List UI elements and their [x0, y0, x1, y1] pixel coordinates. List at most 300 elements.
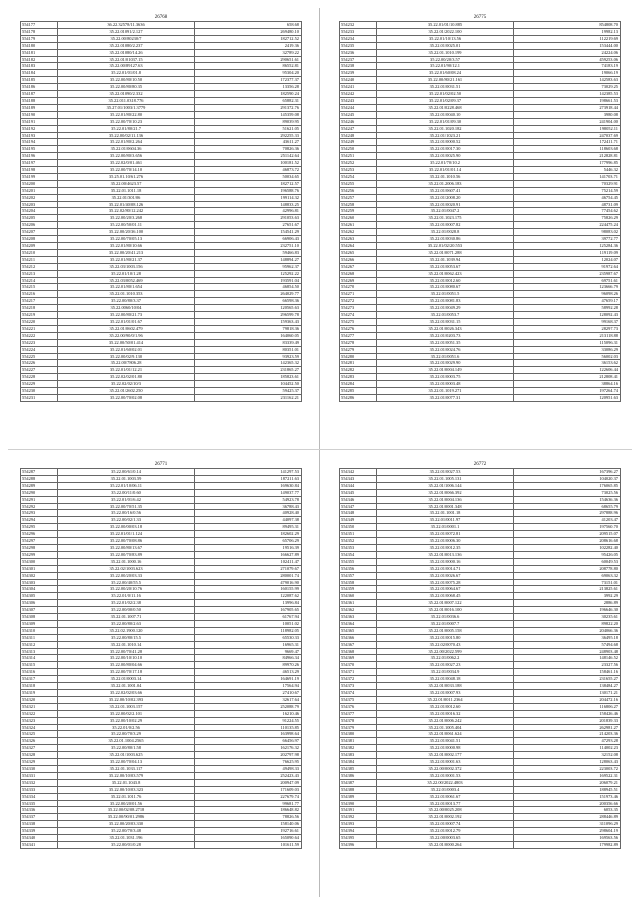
row-amount-cell: 142583.63 — [514, 77, 621, 84]
row-id-cell: 554280 — [340, 353, 377, 360]
row-amount-cell: 118982.05 — [195, 627, 302, 634]
row-id-cell: 554292 — [21, 503, 58, 510]
row-id-cell: 554238 — [340, 63, 377, 70]
table-row — [340, 696, 621, 703]
row-id-cell: 554209 — [21, 243, 58, 250]
row-amount-cell: 89822.20 — [514, 620, 621, 627]
row-id-cell: 554195 — [21, 146, 58, 153]
row-id-cell: 554216 — [21, 291, 58, 298]
table-row — [21, 793, 302, 800]
row-code-cell: 35.22.01.1010.353 — [58, 291, 195, 298]
row-amount-cell: 197264.74 — [514, 388, 621, 395]
row-amount-cell: 66906.43 — [195, 236, 302, 243]
table-row — [340, 360, 621, 367]
row-code-cell: 35.22.01/0000.52 — [377, 139, 514, 146]
row-id-cell: 554333 — [21, 786, 58, 793]
table-row — [21, 544, 302, 551]
table-row — [21, 97, 302, 104]
table-row — [340, 201, 621, 208]
row-code-cell: 35.22.00/80/04.66 — [58, 662, 195, 669]
table-row — [21, 531, 302, 538]
row-id-cell: 554340 — [21, 835, 58, 842]
row-id-cell: 554234 — [340, 35, 377, 42]
table-row — [21, 236, 302, 243]
row-id-cell: 554369 — [340, 655, 377, 662]
row-id-cell: 554314 — [21, 655, 58, 662]
row-amount-cell: 89495.31 — [195, 524, 302, 531]
row-code-cell: 35.22.01/0031.15 — [377, 318, 514, 325]
table-row — [21, 669, 302, 676]
table-row — [21, 305, 302, 312]
table-row — [21, 620, 302, 627]
row-amount-cell: 158426.46 — [514, 710, 621, 717]
row-amount-cell: 288446.89 — [514, 814, 621, 821]
row-id-cell: 554235 — [340, 42, 377, 49]
row-id-cell: 554268 — [340, 270, 377, 277]
table-row — [340, 641, 621, 648]
row-amount-cell: 32789.22 — [195, 49, 302, 56]
table-row — [340, 139, 621, 146]
table-row — [21, 167, 302, 174]
row-amount-cell: 212828.81 — [514, 153, 621, 160]
row-amount-cell: 32152.08 — [514, 752, 621, 759]
table-row — [21, 381, 302, 388]
table-row — [21, 180, 302, 187]
row-amount-cell: 241904.00 — [514, 118, 621, 125]
row-amount-cell: 247037.69 — [514, 132, 621, 139]
table-row — [340, 482, 621, 489]
table-row — [21, 786, 302, 793]
table-row — [340, 835, 621, 842]
row-amount-cell: 167905.65 — [195, 607, 302, 614]
table-row — [340, 786, 621, 793]
row-code-cell: 35.22.00/80/21.73 — [58, 312, 195, 319]
row-id-cell: 554265 — [340, 249, 377, 256]
table-row — [21, 655, 302, 662]
row-id-cell: 554190 — [21, 111, 58, 118]
row-code-cell: 35.22.01/0026.343 — [377, 325, 514, 332]
table-row — [340, 374, 621, 381]
row-id-cell: 554350 — [340, 524, 377, 531]
row-amount-cell: 269480.10 — [195, 28, 302, 35]
row-id-cell: 554365 — [340, 627, 377, 634]
table-row — [340, 496, 621, 503]
row-code-cell: 35.22.00/02/11.136 — [58, 132, 195, 139]
row-code-cell: 35.22.00/16/0.56 — [58, 510, 195, 517]
row-amount-cell: 40928.40 — [195, 510, 302, 517]
row-code-cell: 35.22.01.1007.71 — [58, 614, 195, 621]
row-amount-cell: 41203.47 — [514, 517, 621, 524]
row-code-cell: 35.22.00/20/3.268 — [58, 215, 195, 222]
row-id-cell: 554262 — [340, 229, 377, 236]
row-code-cell: 35.22.01/0013.77 — [377, 800, 514, 807]
table-row — [340, 779, 621, 786]
table-row — [340, 710, 621, 717]
row-code-cell: 35.22.01/10/13.56 — [377, 35, 514, 42]
table-row — [340, 469, 621, 476]
row-id-cell: 554246 — [340, 118, 377, 125]
table-row — [21, 153, 302, 160]
row-amount-cell: 80351.01 — [195, 346, 302, 353]
table-row — [340, 318, 621, 325]
row-amount-cell: 116806.27 — [514, 703, 621, 710]
row-amount-cell: 291372.76 — [195, 104, 302, 111]
row-code-cell: 35.22.01/0036.6 — [377, 614, 514, 621]
table-row — [340, 104, 621, 111]
row-code-cell: 35.22.00/90/01.2986 — [58, 814, 195, 821]
row-amount-cell: 252088.79 — [195, 703, 302, 710]
row-id-cell: 554276 — [340, 325, 377, 332]
row-id-cell: 554368 — [340, 648, 377, 655]
row-code-cell: 35.22.00/80/15.5 — [58, 634, 195, 641]
row-id-cell: 554396 — [340, 841, 377, 848]
table-row — [21, 139, 302, 146]
row-amount-cell: 148833.25 — [195, 201, 302, 208]
row-id-cell: 554275 — [340, 318, 377, 325]
row-amount-cell: 204472.16 — [514, 696, 621, 703]
row-id-cell: 554230 — [21, 388, 58, 395]
row-id-cell: 554241 — [340, 84, 377, 91]
row-code-cell: 35.22.01/0047.2 — [377, 208, 514, 215]
row-amount-cell: 16965.31 — [195, 641, 302, 648]
row-amount-cell: 159363.43 — [195, 318, 302, 325]
row-amount-cell: 148146.52 — [514, 655, 621, 662]
row-code-cell: 35.22.00/80/3.656 — [58, 153, 195, 160]
table-row — [340, 146, 621, 153]
row-id-cell: 554254 — [340, 173, 377, 180]
row-code-cell: 35.22.01/0006.30 — [377, 538, 514, 545]
row-code-cell: 35.22.01090/2.332 — [58, 91, 195, 98]
row-amount-cell: 115096.31 — [514, 339, 621, 346]
table-row — [340, 807, 621, 814]
table-row — [340, 97, 621, 104]
row-code-cell: 35.22.00/80/13.67 — [58, 544, 195, 551]
row-id-cell: 554372 — [340, 676, 377, 683]
table-row — [340, 600, 621, 607]
row-code-cell: 35.22.01/0607.41 — [377, 187, 514, 194]
row-amount-cell: 54923.78 — [195, 496, 302, 503]
row-id-cell: 554257 — [340, 194, 377, 201]
table-row — [340, 586, 621, 593]
row-code-cell: 35.22.01/0033.188 — [377, 683, 514, 690]
table-row — [340, 800, 621, 807]
row-id-cell: 554226 — [21, 360, 58, 367]
table-row — [340, 394, 621, 401]
table-row — [21, 70, 302, 77]
row-amount-cell: 154541.29 — [195, 229, 302, 236]
row-id-cell: 554316 — [21, 669, 58, 676]
row-amount-cell: 59466.83 — [195, 249, 302, 256]
row-id-cell: 554229 — [21, 381, 58, 388]
row-code-cell: 35.22.01/2008.20 — [377, 194, 514, 201]
row-amount-cell: 114002.23 — [514, 745, 621, 752]
row-code-cell: 35.22.01.1004.2565 — [58, 738, 195, 745]
table-row — [340, 828, 621, 835]
row-amount-cell: 10051.02 — [195, 620, 302, 627]
table-row — [21, 524, 302, 531]
row-code-cell: 35.22.01/0007.93 — [377, 690, 514, 697]
table-row — [21, 772, 302, 779]
row-id-cell: 554228 — [21, 374, 58, 381]
row-code-cell: 35.22.01/90/12.1 — [377, 63, 514, 70]
row-amount-cell: 296599.78 — [195, 312, 302, 319]
row-amount-cell: 66456.97 — [195, 738, 302, 745]
row-id-cell: 554264 — [340, 243, 377, 250]
table-row — [340, 765, 621, 772]
row-amount-cell: 73029.25 — [514, 84, 621, 91]
row-id-cell: 554183 — [21, 63, 58, 70]
row-id-cell: 554362 — [340, 607, 377, 614]
row-code-cell: 35.22.01/80/10.66 — [58, 243, 195, 250]
table-row — [340, 648, 621, 655]
table-row — [21, 42, 302, 49]
row-id-cell: 554291 — [21, 496, 58, 503]
table-row — [21, 807, 302, 814]
row-id-cell: 554181 — [21, 49, 58, 56]
row-amount-cell: 214203.36 — [514, 731, 621, 738]
row-amount-cell: 125284.36 — [514, 243, 621, 250]
table-row — [340, 208, 621, 215]
table-row — [21, 187, 302, 194]
row-id-cell: 554302 — [21, 572, 58, 579]
row-code-cell: 35.22.01/0003.4 — [377, 786, 514, 793]
row-amount-cell: 56002.03 — [514, 353, 621, 360]
row-id-cell: 554366 — [340, 634, 377, 641]
row-code-cell: 35.22.01/0002.177 — [377, 752, 514, 759]
row-id-cell: 554301 — [21, 565, 58, 572]
table-row — [21, 800, 302, 807]
row-id-cell: 554336 — [21, 807, 58, 814]
table-row — [340, 544, 621, 551]
row-amount-cell: 46873.72 — [195, 167, 302, 174]
table-row — [340, 489, 621, 496]
row-amount-cell: 153444.00 — [514, 42, 621, 49]
row-code-cell: 35.22.01/01/01.67 — [58, 318, 195, 325]
row-code-cell: 35.22.01.1039.94 — [377, 256, 514, 263]
row-code-cell: 35.22.00/80/21.161 — [377, 77, 514, 84]
table-row — [21, 745, 302, 752]
row-code-cell: 35.22.00/10/10.10 — [58, 655, 195, 662]
row-id-cell: 554242 — [340, 91, 377, 98]
row-id-cell: 554217 — [21, 298, 58, 305]
row-code-cell: 35.22.01/0027.23 — [377, 662, 514, 669]
table-row — [21, 132, 302, 139]
row-id-cell: 554383 — [340, 752, 377, 759]
row-code-cell: 35.22.01/0012.79 — [377, 828, 514, 835]
row-amount-cell: 162176.32 — [195, 745, 302, 752]
row-code-cell: 35.22.01.1003.59 — [58, 475, 195, 482]
row-id-cell: 554307 — [21, 607, 58, 614]
row-id-cell: 554298 — [21, 544, 58, 551]
table-row — [340, 524, 621, 531]
row-amount-cell: 231655.27 — [514, 676, 621, 683]
row-amount-cell: 30235.61 — [514, 614, 621, 621]
table-row — [21, 765, 302, 772]
table-row — [21, 325, 302, 332]
panel-title: 26775 — [473, 15, 487, 20]
row-id-cell: 554367 — [340, 641, 377, 648]
table-row — [21, 648, 302, 655]
row-amount-cell: 73025.56 — [514, 489, 621, 496]
row-amount-cell: 169630.84 — [195, 482, 302, 489]
row-code-cell: 35.22.01/0051.5 — [377, 291, 514, 298]
row-id-cell: 554233 — [340, 28, 377, 35]
table-row — [21, 263, 302, 270]
row-id-cell: 554325 — [21, 731, 58, 738]
table-row — [21, 125, 302, 132]
row-code-cell: 35.22.01/0003.75 — [377, 374, 514, 381]
table-row — [21, 710, 302, 717]
table-row — [340, 194, 621, 201]
table-row — [340, 298, 621, 305]
row-code-cell: 35.22.01080/14.26 — [58, 49, 195, 56]
column-divider — [319, 8, 320, 897]
row-id-cell: 554293 — [21, 510, 58, 517]
row-amount-cell: 19516.39 — [195, 544, 302, 551]
row-amount-cell: 91972.64 — [514, 263, 621, 270]
row-id-cell: 554389 — [340, 793, 377, 800]
row-amount-cell: 61767.94 — [195, 614, 302, 621]
row-code-cell: 35.22.01/0040.10 — [377, 111, 514, 118]
row-id-cell: 554352 — [340, 538, 377, 545]
row-amount-cell: 99168.37 — [514, 318, 621, 325]
row-id-cell: 554384 — [340, 759, 377, 766]
row-code-cell: 35.22.01/0004.136 — [377, 496, 514, 503]
row-amount-cell: 104020.37 — [514, 475, 621, 482]
row-code-cell: 35.22.01/0001.1 — [377, 524, 514, 531]
row-id-cell: 554297 — [21, 538, 58, 545]
row-id-cell: 554267 — [340, 263, 377, 270]
table-row — [21, 482, 302, 489]
table-row — [340, 662, 621, 669]
row-code-cell: 35.22.01.1011.76 — [58, 793, 195, 800]
row-id-cell: 554370 — [340, 662, 377, 669]
row-code-cell: 35.22.00/80/10.50 — [58, 77, 195, 84]
row-amount-cell: 5446.32 — [514, 167, 621, 174]
row-id-cell: 554214 — [21, 277, 58, 284]
row-amount-cell: 47659.17 — [514, 298, 621, 305]
row-code-cell: 35.22.00/50/01.414 — [58, 339, 195, 346]
row-code-cell: 35.22.00/10/03.579 — [58, 772, 195, 779]
row-id-cell: 554375 — [340, 696, 377, 703]
row-code-cell: 35.22.00/70/10.23 — [58, 118, 195, 125]
row-amount-cell: 160155.99 — [195, 586, 302, 593]
row-id-cell: 554341 — [21, 841, 58, 848]
row-code-cell: 35.22.00/80/80.35 — [58, 84, 195, 91]
row-id-cell: 554323 — [21, 717, 58, 724]
row-amount-cell: 119119.09 — [514, 249, 621, 256]
row-id-cell: 554201 — [21, 187, 58, 194]
table-row — [340, 187, 621, 194]
row-amount-cell: 187211.63 — [195, 475, 302, 482]
row-amount-cell: 98083.02 — [514, 229, 621, 236]
row-amount-cell: 197560.70 — [514, 524, 621, 531]
row-id-cell: 554347 — [340, 503, 377, 510]
table-row — [340, 551, 621, 558]
table-row — [340, 153, 621, 160]
row-id-cell: 554248 — [340, 132, 377, 139]
row-amount-cell: 248903.48 — [514, 648, 621, 655]
row-id-cell: 554360 — [340, 593, 377, 600]
row-amount-cell: 95962.37 — [195, 263, 302, 270]
row-id-cell: 554381 — [340, 738, 377, 745]
row-id-cell: 554332 — [21, 779, 58, 786]
table-row — [21, 318, 302, 325]
row-amount-cell: 231865.27 — [195, 367, 302, 374]
table-row — [21, 353, 302, 360]
row-amount-cell: 3980.08 — [514, 111, 621, 118]
row-amount-cell: 13356.28 — [195, 84, 302, 91]
table-row — [21, 614, 302, 621]
row-id-cell: 554211 — [21, 256, 58, 263]
data-table — [339, 468, 621, 849]
table-row — [21, 821, 302, 828]
table-row — [21, 828, 302, 835]
table-row — [21, 243, 302, 250]
row-amount-cell: 151973.46 — [514, 793, 621, 800]
table-row — [21, 738, 302, 745]
table-row — [21, 118, 302, 125]
row-code-cell: 35.22.01/0030.86 — [377, 236, 514, 243]
row-id-cell: 554304 — [21, 586, 58, 593]
row-amount-cell: 164691.19 — [195, 676, 302, 683]
row-code-cell: 35.22.01/0012.60 — [377, 277, 514, 284]
row-code-cell: 35.22.01/0062.2 — [377, 655, 514, 662]
row-code-cell: 35.22.01/0007.122 — [377, 600, 514, 607]
table-row — [21, 49, 302, 56]
row-id-cell: 554210 — [21, 249, 58, 256]
row-code-cell: 35.22.01/80/21.7 — [58, 125, 195, 132]
row-id-cell: 554321 — [21, 703, 58, 710]
row-amount-cell: 68655.79 — [514, 503, 621, 510]
row-amount-cell: 118603.68 — [514, 146, 621, 153]
row-code-cell: 35.22.01/70/10.2 — [377, 160, 514, 167]
row-amount-cell: 46854.50 — [195, 284, 302, 291]
row-id-cell: 554178 — [21, 28, 58, 35]
row-code-cell: 35.22.01/301/06 — [58, 194, 195, 201]
row-id-cell: 554208 — [21, 236, 58, 243]
row-id-cell: 554279 — [340, 346, 377, 353]
row-code-cell: 35.22.00/20/41.213 — [58, 249, 195, 256]
row-code-cell: 35.22.01/01037.15 — [58, 56, 195, 63]
table-row — [21, 752, 302, 759]
table-row — [21, 367, 302, 374]
row-amount-cell: 172411.71 — [514, 139, 621, 146]
row-id-cell: 554345 — [340, 489, 377, 496]
row-id-cell: 554318 — [21, 683, 58, 690]
row-id-cell: 554371 — [340, 669, 377, 676]
row-code-cell: 35.22.00/70/3.48 — [58, 828, 195, 835]
row-code-cell: 35.22.01/0005.158 — [377, 627, 514, 634]
row-code-cell: 35.22.01/0011.97 — [377, 517, 514, 524]
row-code-cell: 35.22.01080/2.237 — [58, 42, 195, 49]
row-amount-cell: 120565.63 — [195, 305, 302, 312]
row-code-cell: 35.22.011.0318.776 — [58, 97, 195, 104]
row-amount-cell: 43611.27 — [195, 139, 302, 146]
row-id-cell: 554395 — [340, 835, 377, 842]
row-id-cell: 554388 — [340, 786, 377, 793]
row-amount-cell: 224475.24 — [514, 222, 621, 229]
row-id-cell: 554378 — [340, 717, 377, 724]
table-row — [21, 208, 302, 215]
row-amount-cell: 163998.64 — [195, 731, 302, 738]
row-amount-cell: 83339.49 — [195, 339, 302, 346]
row-code-cell: 35.22.01/1006.144 — [377, 482, 514, 489]
row-code-cell: 35.22.00/10/02.29 — [58, 717, 195, 724]
row-amount-cell: 70329.91 — [514, 180, 621, 187]
row-amount-cell: 128092.43 — [514, 312, 621, 319]
row-id-cell: 554194 — [21, 139, 58, 146]
